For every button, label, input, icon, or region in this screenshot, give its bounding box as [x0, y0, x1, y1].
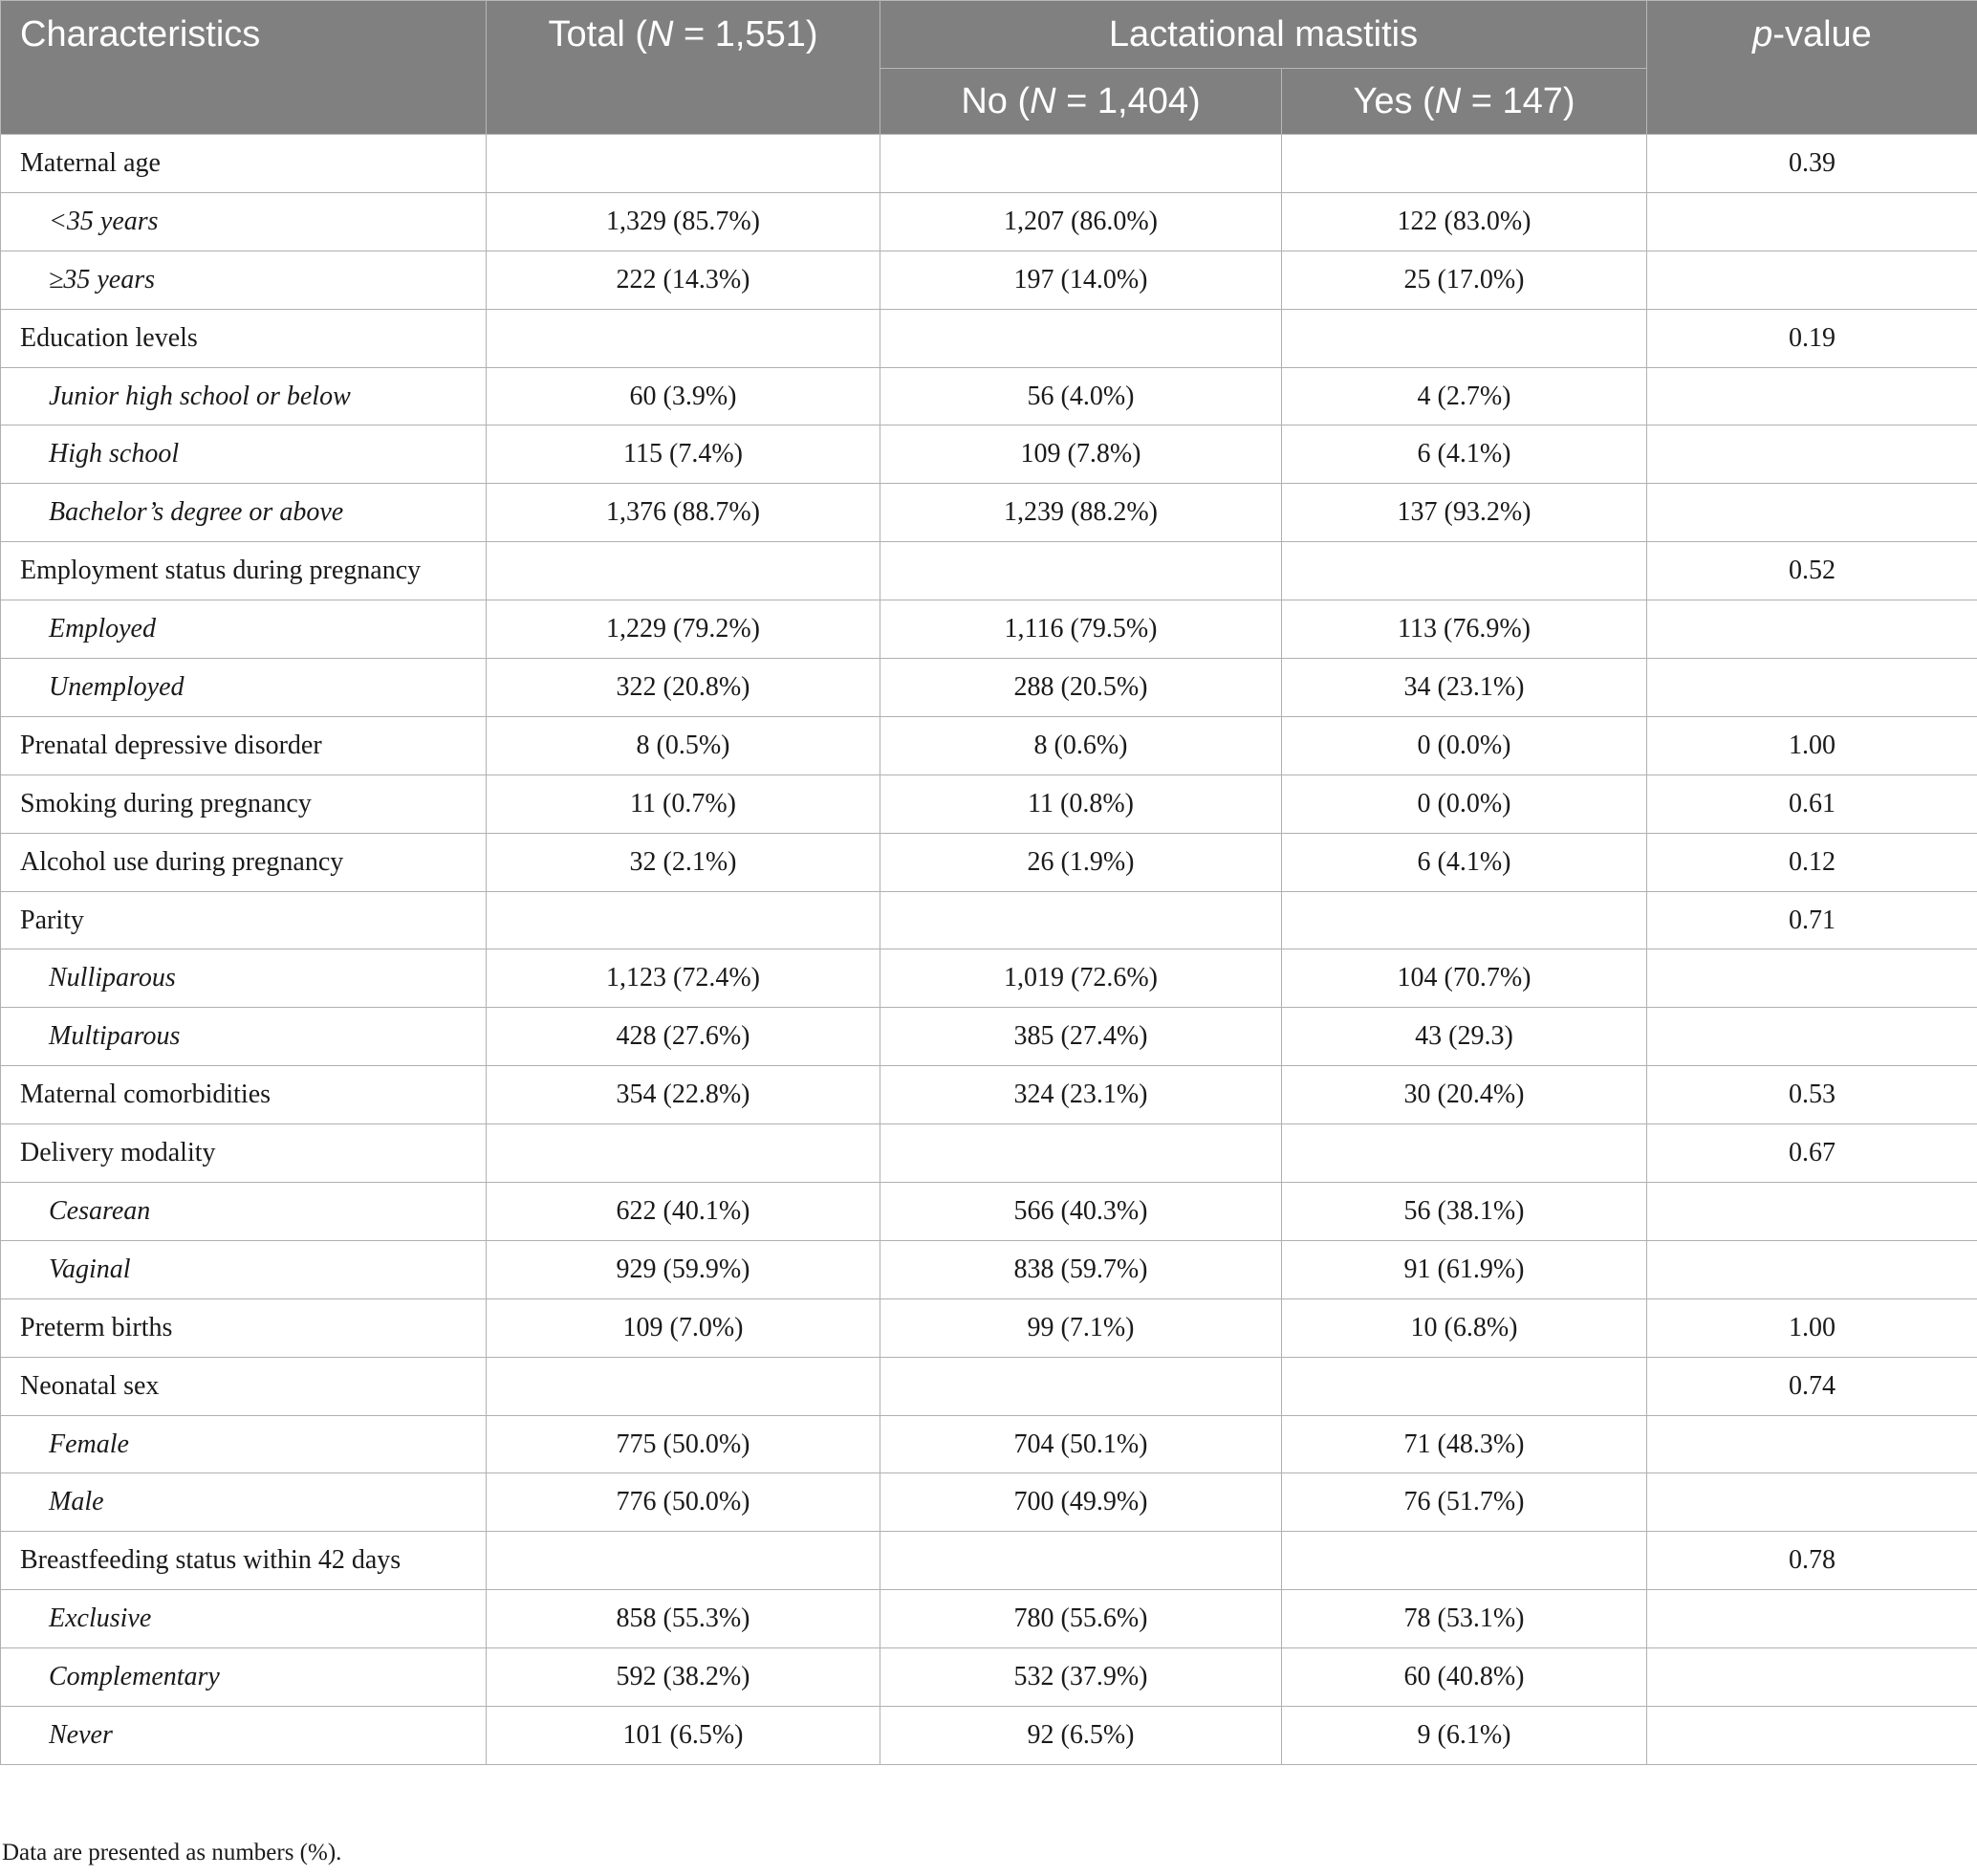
cell-pvalue: [1647, 659, 1977, 717]
cell-total: 222 (14.3%): [487, 251, 880, 309]
cell-total: [487, 135, 880, 193]
cell-yes: 6 (4.1%): [1282, 833, 1647, 891]
row-label: Junior high school or below: [1, 367, 487, 425]
cell-yes: 113 (76.9%): [1282, 600, 1647, 659]
cell-total: 1,123 (72.4%): [487, 949, 880, 1008]
header-yes-n: N: [1434, 80, 1462, 121]
cell-no: 780 (55.6%): [880, 1590, 1282, 1648]
cell-yes: 43 (29.3): [1282, 1008, 1647, 1066]
cell-no: [880, 542, 1282, 600]
cell-total: 929 (59.9%): [487, 1240, 880, 1298]
cell-total: 775 (50.0%): [487, 1415, 880, 1473]
row-label: Breastfeeding status within 42 days: [1, 1532, 487, 1590]
cell-total: [487, 1532, 880, 1590]
cell-pvalue: [1647, 425, 1977, 484]
cell-no: [880, 1532, 1282, 1590]
cell-total: 428 (27.6%): [487, 1008, 880, 1066]
row-label: Employed: [1, 600, 487, 659]
cell-pvalue: [1647, 600, 1977, 659]
cell-yes: 104 (70.7%): [1282, 949, 1647, 1008]
header-no-prefix: No (: [961, 80, 1031, 121]
cell-no: [880, 891, 1282, 949]
cell-no: 99 (7.1%): [880, 1298, 1282, 1357]
cell-no: 109 (7.8%): [880, 425, 1282, 484]
cell-no: 1,019 (72.6%): [880, 949, 1282, 1008]
cell-yes: [1282, 542, 1647, 600]
table-row: [1, 1532, 1977, 1590]
cell-yes: 4 (2.7%): [1282, 367, 1647, 425]
header-no-suffix: = 1,404): [1055, 80, 1201, 121]
row-label: Maternal age: [1, 135, 487, 193]
table-row: [1, 716, 1977, 774]
table-row: [1, 1240, 1977, 1298]
table-row: [1, 1124, 1977, 1183]
cell-pvalue: 1.00: [1647, 1298, 1977, 1357]
cell-total: [487, 542, 880, 600]
table-row: [1, 1357, 1977, 1415]
cell-no: 8 (0.6%): [880, 716, 1282, 774]
cell-pvalue: 0.12: [1647, 833, 1977, 891]
cell-no: 1,116 (79.5%): [880, 600, 1282, 659]
row-label: Exclusive: [1, 1590, 487, 1648]
header-pvalue-p: p: [1752, 14, 1773, 55]
row-label: Multiparous: [1, 1008, 487, 1066]
cell-pvalue: 0.71: [1647, 891, 1977, 949]
cell-yes: [1282, 309, 1647, 367]
cell-yes: 34 (23.1%): [1282, 659, 1647, 717]
cell-total: [487, 891, 880, 949]
cell-total: 32 (2.1%): [487, 833, 880, 891]
header-yes-suffix: = 147): [1461, 80, 1575, 121]
table-header: [1, 1, 1977, 135]
cell-no: 704 (50.1%): [880, 1415, 1282, 1473]
cell-no: 197 (14.0%): [880, 251, 1282, 309]
cell-yes: 56 (38.1%): [1282, 1183, 1647, 1241]
cell-pvalue: [1647, 251, 1977, 309]
table-row: [1, 1183, 1977, 1241]
cell-pvalue: [1647, 1648, 1977, 1707]
cell-pvalue: [1647, 949, 1977, 1008]
row-label: Complementary: [1, 1648, 487, 1707]
header-total-n: N: [646, 14, 674, 55]
cell-no: 385 (27.4%): [880, 1008, 1282, 1066]
header-pvalue: [1647, 1, 1977, 135]
cell-pvalue: 0.39: [1647, 135, 1977, 193]
row-label: Alcohol use during pregnancy: [1, 833, 487, 891]
cell-no: 700 (49.9%): [880, 1473, 1282, 1532]
table-row: [1, 1066, 1977, 1124]
table-row: [1, 949, 1977, 1008]
table-row: [1, 309, 1977, 367]
cell-yes: 6 (4.1%): [1282, 425, 1647, 484]
cell-yes: 91 (61.9%): [1282, 1240, 1647, 1298]
cell-pvalue: 0.53: [1647, 1066, 1977, 1124]
cell-no: 1,207 (86.0%): [880, 192, 1282, 251]
row-label: Unemployed: [1, 659, 487, 717]
cell-total: 8 (0.5%): [487, 716, 880, 774]
cell-total: [487, 309, 880, 367]
row-label: Female: [1, 1415, 487, 1473]
cell-pvalue: [1647, 1707, 1977, 1765]
row-label: ≥35 years: [1, 251, 487, 309]
cell-pvalue: 0.74: [1647, 1357, 1977, 1415]
row-label: Education levels: [1, 309, 487, 367]
cell-yes: [1282, 135, 1647, 193]
cell-yes: [1282, 1124, 1647, 1183]
cell-yes: [1282, 1532, 1647, 1590]
cell-pvalue: 0.61: [1647, 774, 1977, 833]
cell-yes: [1282, 891, 1647, 949]
cell-total: 1,376 (88.7%): [487, 484, 880, 542]
header-no-n: N: [1030, 80, 1056, 121]
cell-yes: [1282, 1357, 1647, 1415]
table-row: [1, 425, 1977, 484]
cell-total: 115 (7.4%): [487, 425, 880, 484]
cell-total: 11 (0.7%): [487, 774, 880, 833]
table-row: [1, 542, 1977, 600]
cell-no: 838 (59.7%): [880, 1240, 1282, 1298]
cell-no: 11 (0.8%): [880, 774, 1282, 833]
row-label: Bachelor’s degree or above: [1, 484, 487, 542]
cell-no: 532 (37.9%): [880, 1648, 1282, 1707]
cell-pvalue: [1647, 1240, 1977, 1298]
row-label: Prenatal depressive disorder: [1, 716, 487, 774]
cell-no: 1,239 (88.2%): [880, 484, 1282, 542]
cell-total: 1,229 (79.2%): [487, 600, 880, 659]
header-group-label: Lactational mastitis: [1108, 13, 1419, 55]
row-label: Smoking during pregnancy: [1, 774, 487, 833]
header-pvalue-rest: -value: [1772, 14, 1872, 55]
cell-no: 288 (20.5%): [880, 659, 1282, 717]
table-footnote: Data are presented as numbers (%).: [2, 1840, 342, 1865]
cell-pvalue: [1647, 1008, 1977, 1066]
table-row: [1, 833, 1977, 891]
row-label: High school: [1, 425, 487, 484]
cell-yes: 122 (83.0%): [1282, 192, 1647, 251]
cell-pvalue: 0.52: [1647, 542, 1977, 600]
cell-no: 26 (1.9%): [880, 833, 1282, 891]
cell-total: [487, 1357, 880, 1415]
row-label: Never: [1, 1707, 487, 1765]
cell-total: 622 (40.1%): [487, 1183, 880, 1241]
table-row: [1, 774, 1977, 833]
row-label: Parity: [1, 891, 487, 949]
cell-no: 566 (40.3%): [880, 1183, 1282, 1241]
cell-pvalue: 0.78: [1647, 1532, 1977, 1590]
cell-pvalue: [1647, 484, 1977, 542]
cell-total: 592 (38.2%): [487, 1648, 880, 1707]
cell-yes: 137 (93.2%): [1282, 484, 1647, 542]
row-label: Cesarean: [1, 1183, 487, 1241]
cell-no: 92 (6.5%): [880, 1707, 1282, 1765]
cell-no: [880, 1124, 1282, 1183]
cell-no: 56 (4.0%): [880, 367, 1282, 425]
cell-yes: 0 (0.0%): [1282, 716, 1647, 774]
table-row: [1, 1415, 1977, 1473]
header-total-prefix: Total (: [548, 14, 647, 55]
table-row: [1, 891, 1977, 949]
cell-no: [880, 309, 1282, 367]
table-row: [1, 1473, 1977, 1532]
header-characteristics: [1, 1, 487, 135]
header-lactational-mastitis: [880, 1, 1647, 69]
table-body: [1, 135, 1977, 1765]
row-label: Male: [1, 1473, 487, 1532]
table-row: [1, 1707, 1977, 1765]
table-row: [1, 251, 1977, 309]
table-row: [1, 600, 1977, 659]
cell-no: [880, 1357, 1282, 1415]
table-row: [1, 367, 1977, 425]
row-label: Delivery modality: [1, 1124, 487, 1183]
row-label: Preterm births: [1, 1298, 487, 1357]
cell-total: 776 (50.0%): [487, 1473, 880, 1532]
row-label: Vaginal: [1, 1240, 487, 1298]
table-row: [1, 1298, 1977, 1357]
row-label: Maternal comorbidities: [1, 1066, 487, 1124]
table-row: [1, 1008, 1977, 1066]
table-row: [1, 1590, 1977, 1648]
cell-total: 354 (22.8%): [487, 1066, 880, 1124]
cell-yes: 0 (0.0%): [1282, 774, 1647, 833]
cell-pvalue: [1647, 1415, 1977, 1473]
cell-pvalue: [1647, 1183, 1977, 1241]
cell-no: 324 (23.1%): [880, 1066, 1282, 1124]
cell-pvalue: [1647, 367, 1977, 425]
table-row: [1, 1648, 1977, 1707]
cell-pvalue: [1647, 1590, 1977, 1648]
cell-yes: 78 (53.1%): [1282, 1590, 1647, 1648]
cell-yes: 76 (51.7%): [1282, 1473, 1647, 1532]
cell-pvalue: 0.67: [1647, 1124, 1977, 1183]
cell-total: 101 (6.5%): [487, 1707, 880, 1765]
cell-total: 858 (55.3%): [487, 1590, 880, 1648]
cell-yes: 10 (6.8%): [1282, 1298, 1647, 1357]
header-characteristics-label: Characteristics: [20, 14, 261, 55]
header-total-suffix: = 1,551): [673, 14, 818, 55]
cell-yes: 71 (48.3%): [1282, 1415, 1647, 1473]
cell-pvalue: [1647, 192, 1977, 251]
cell-yes: 25 (17.0%): [1282, 251, 1647, 309]
cell-pvalue: [1647, 1473, 1977, 1532]
row-label: Neonatal sex: [1, 1357, 487, 1415]
cell-yes: 9 (6.1%): [1282, 1707, 1647, 1765]
cell-total: 1,329 (85.7%): [487, 192, 880, 251]
table-row: [1, 484, 1977, 542]
cell-total: 322 (20.8%): [487, 659, 880, 717]
table-row: [1, 192, 1977, 251]
cell-no: [880, 135, 1282, 193]
cell-yes: 30 (20.4%): [1282, 1066, 1647, 1124]
header-yes: [1282, 69, 1647, 135]
cell-total: [487, 1124, 880, 1183]
row-label: Nulliparous: [1, 949, 487, 1008]
table-row: [1, 135, 1977, 193]
cell-pvalue: 1.00: [1647, 716, 1977, 774]
header-total: [487, 1, 880, 135]
cell-yes: 60 (40.8%): [1282, 1648, 1647, 1707]
table-row: [1, 659, 1977, 717]
row-label: Employment status during pregnancy: [1, 542, 487, 600]
cell-total: 109 (7.0%): [487, 1298, 880, 1357]
row-label: <35 years: [1, 192, 487, 251]
cell-total: 60 (3.9%): [487, 367, 880, 425]
cell-pvalue: 0.19: [1647, 309, 1977, 367]
header-yes-prefix: Yes (: [1353, 80, 1435, 121]
header-no: [880, 69, 1282, 135]
